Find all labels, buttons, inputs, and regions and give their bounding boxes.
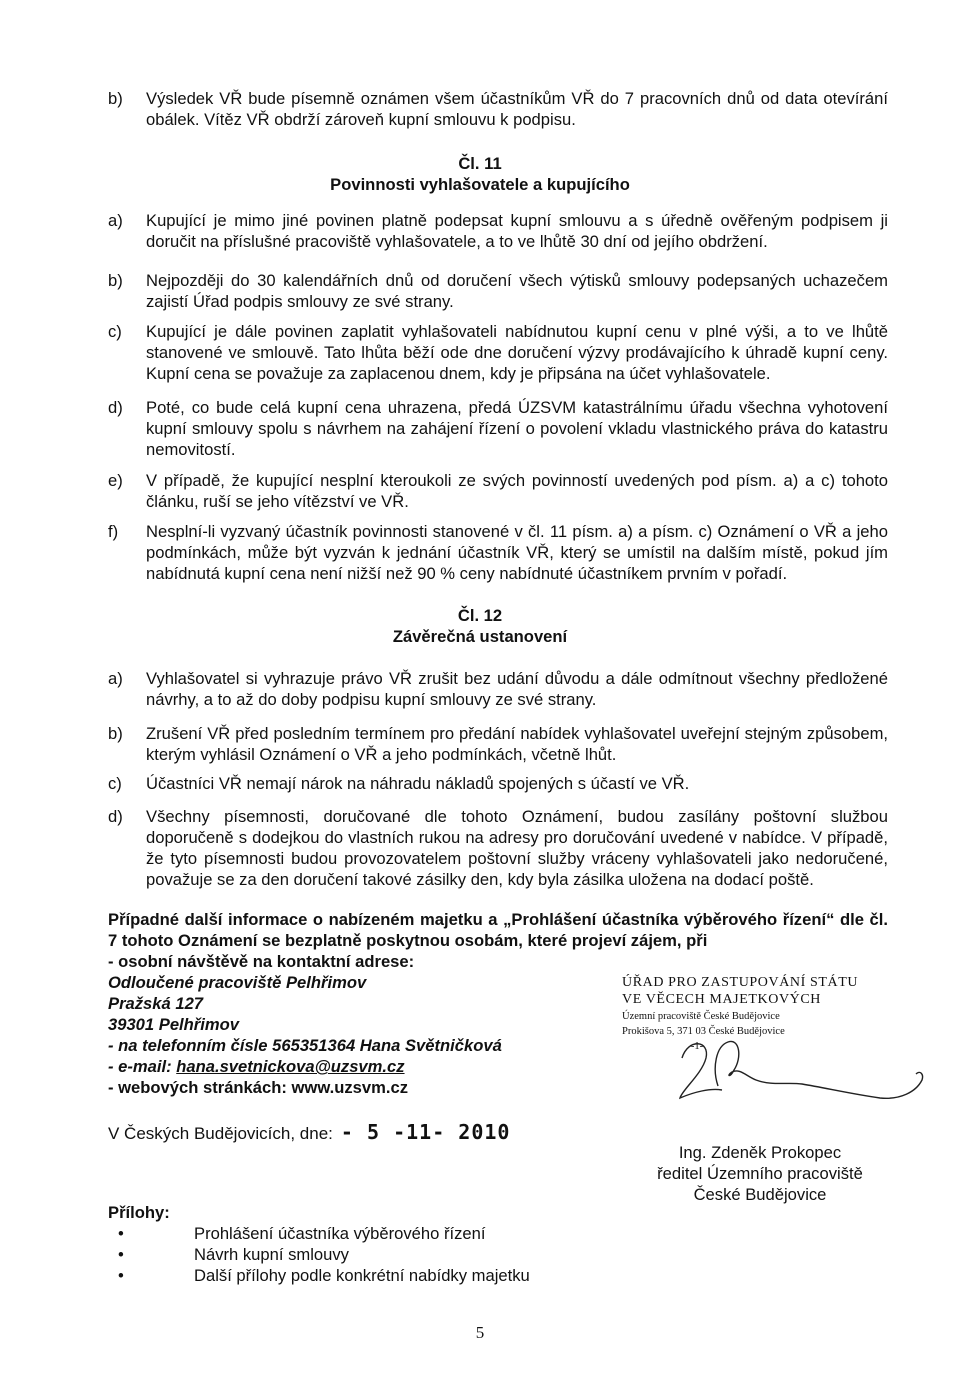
item-text: V případě, že kupující nesplní kteroukoli ze svých povinností uvedených pod písm. a) a c) tohoto článku, ruší se jeho vítězství ve VŘ. <box>146 471 888 511</box>
contact-email-line <box>108 1056 628 1077</box>
signer-role: ředitel Územního pracoviště <box>657 1164 863 1183</box>
item-label: d) <box>108 398 123 417</box>
annex-text: Další přílohy podle konkrétní nabídky majetku <box>194 1266 530 1285</box>
stamp-line4: Prokišova 5, 371 03 České Budějovice <box>622 1026 785 1037</box>
contact-intro: - osobní návštěvě na kontaktní adrese: <box>108 952 415 971</box>
bullet-icon: • <box>118 1224 124 1243</box>
item-text: Všechny písemnosti, doručované dle tohoto Oznámení, budou zasílány poštovní službou doporučeně s dodejkou do vlastních rukou na adresy pro doručování uvedené v nabídce. V případě, že tyto písemnosti budou provozovatelem poštovní služby vráceny vyhlašovateli jako nedoručené, považuje se za den doručení takové zásilky den, kdy byla zásilka uložena na dodací poště. <box>146 807 888 889</box>
contact-block <box>108 951 628 1098</box>
item-text: Nesplní-li vyzvaný účastník povinnosti stanovené v čl. 11 písm. a) a písm. c) Oznámení o VŘ a jeho podmínkách, může být vyzván k jednání účastník VŘ, který se umístil na dalším místě, pokud jím nabídnutá kupní cena není nižší než 90 % ceny nabídnuté účastníkem prvním v pořadí. <box>146 522 888 583</box>
item-label: b) <box>108 89 123 108</box>
section12-item-b <box>108 723 888 765</box>
stamp-line3: Územní pracoviště České Budějovice <box>622 1011 780 1022</box>
contact-web-line <box>108 1077 628 1098</box>
item-text: Nejpozději do 30 kalendářních dnů od doručení všech výtisků smlouvy podepsaných uchazečem zajistí Úřad podpis smlouvy ze své strany. <box>146 271 888 311</box>
annexes-title: Přílohy: <box>108 1203 170 1222</box>
date-text: V Českých Budějovicích, dne: <box>108 1124 333 1143</box>
section11-item-f <box>108 521 888 584</box>
info-paragraph: Případné další informace o nabízeném majetku a „Prohlášení účastníka výběrového řízení“ dle čl. 7 tohoto Oznámení se bezplatně poskytnou osobám, které projeví zájem, při <box>108 910 888 950</box>
item-text: Kupující je dále povinen zaplatit vyhlašovateli nabídnutou kupní cenu v plné výši, a to ve lhůtě stanovené ve smlouvě. Tato lhůta běží ode dne doručení výzvy prodávajícího k úhradě kupní ceny. Kupní cena se považuje za zaplacenou dnem, kdy je připsána na účet vyhlašovatele. <box>146 322 888 383</box>
section12-title: Závěrečná ustanovení <box>392 627 568 646</box>
item-label: f) <box>108 522 119 541</box>
item-label: b) <box>108 724 123 743</box>
section11-item-e <box>108 470 888 512</box>
item-label: b) <box>108 271 123 290</box>
contact-phone: - na telefonním čísle 565351364 Hana Světničková <box>108 1036 502 1055</box>
annex-text: Prohlášení účastníka výběrového řízení <box>194 1224 486 1243</box>
contact-street: Pražská 127 <box>108 994 204 1013</box>
section12-number: Čl. 12 <box>457 606 503 625</box>
section11-title: Povinnosti vyhlašovatele a kupujícího <box>330 175 630 194</box>
stamp-line5: -1- <box>690 1041 704 1052</box>
section11-item-b <box>108 270 888 312</box>
page-number: 5 <box>475 1323 485 1342</box>
item-label: a) <box>108 211 123 230</box>
section10-item-b <box>108 88 888 130</box>
section11-item-c <box>108 321 888 384</box>
item-label: c) <box>108 322 122 341</box>
section11-item-a <box>108 210 888 252</box>
item-text: Poté, co bude celá kupní cena uhrazena, předá ÚZSVM katastrálnímu úřadu všechna vyhotovení kupní smlouvy spolu s návrhem na zahájení řízení o povolení vkladu vlastnického práva do katastru nemovitostí. <box>146 398 888 459</box>
annex-text: Návrh kupní smlouvy <box>194 1245 349 1264</box>
item-label: a) <box>108 669 123 688</box>
bullet-icon: • <box>118 1266 124 1285</box>
list-item <box>108 1244 530 1265</box>
email-prefix: - e-mail: <box>108 1057 177 1076</box>
web-link[interactable]: www.uzsvm.cz <box>291 1078 409 1097</box>
item-text: Vyhlašovatel si vyhrazuje právo VŘ zrušit bez udání důvodu a dále odmítnout všechny předložené návrhy, a to až do doby podpisu kupní smlouvy ze své strany. <box>146 669 888 709</box>
section12-item-d <box>108 806 888 890</box>
signer-block <box>620 1142 900 1205</box>
signer-place: České Budějovice <box>693 1185 827 1204</box>
signer-name: Ing. Zdeněk Prokopec <box>678 1143 842 1162</box>
email-link[interactable]: hana.svetnickova@uzsvm.cz <box>176 1057 405 1076</box>
item-label: c) <box>108 774 122 793</box>
date-stamp: - 5 -11- 2010 <box>340 1120 511 1144</box>
item-label: e) <box>108 471 123 490</box>
item-label: d) <box>108 807 123 826</box>
item-text: Zrušení VŘ před posledním termínem pro předání nabídek vyhlašovatel uveřejní stejným způsobem, kterým vyhlásil Oznámení o VŘ a jeho podmínkách, včetně lhůt. <box>146 724 888 764</box>
item-text: Kupující je mimo jiné povinen platně podepsat kupní smlouvu a s úředně ověřeným podpisem ji doručit na příslušné pracoviště vyhlašovatele, a to ve lhůtě 30 dní od jejího obdržení. <box>146 211 888 251</box>
section11-item-d <box>108 397 888 460</box>
list-item <box>108 1223 530 1244</box>
date-line <box>108 1122 510 1144</box>
stamp-line2: VE VĚCECH MAJETKOVÝCH <box>622 992 822 1007</box>
stamp-line1: ÚŘAD PRO ZASTUPOVÁNÍ STÁTU <box>622 975 859 990</box>
annexes-list <box>108 1223 530 1286</box>
bullet-icon: • <box>118 1245 124 1264</box>
contact-office: Odloučené pracoviště Pelhřimov <box>108 973 367 992</box>
section12-item-c <box>108 773 888 794</box>
handwritten-signature <box>676 1028 926 1118</box>
section12-item-a <box>108 668 888 710</box>
web-prefix: - webových stránkách: <box>108 1078 292 1097</box>
list-item <box>108 1265 530 1286</box>
contact-city: 39301 Pelhřimov <box>108 1015 239 1034</box>
item-text: Účastníci VŘ nemají nárok na náhradu nákladů spojených s účastí ve VŘ. <box>146 774 690 793</box>
section11-number: Čl. 11 <box>458 154 502 173</box>
item-text: Výsledek VŘ bude písemně oznámen všem účastníkům VŘ do 7 pracovních dnů od data otevírání obálek. Vítěz VŘ obdrží zároveň kupní smlouvu k podpisu. <box>146 89 888 129</box>
